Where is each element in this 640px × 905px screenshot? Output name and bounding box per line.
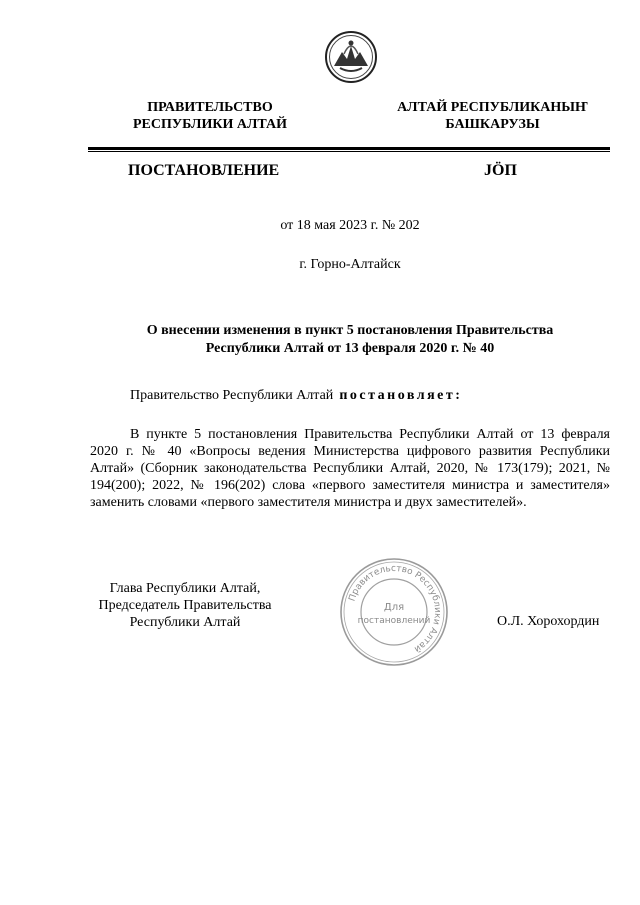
document-body [90, 426, 610, 511]
government-name-ru [110, 99, 310, 133]
header-right-line1: АЛТАЙ РЕСПУБЛИКАНЫҤ [397, 100, 588, 115]
official-stamp [338, 556, 450, 668]
government-name-alt [385, 99, 600, 133]
header-right-line2: БАШКАРУЗЫ [445, 117, 540, 132]
stamp-center-line2: постановлений [357, 616, 431, 626]
stamp-ring-text: Правительство Республики Алтай [347, 563, 443, 654]
document-date-number: от 18 мая 2023 г. № 202 [280, 218, 420, 233]
signatory-line2: Председатель Правительства [98, 598, 272, 613]
stamp-center-line1: Для [383, 602, 405, 613]
body-paragraph: В пункте 5 постановления Правительства Республики Алтай от 13 февраля 2020 г. № 40 «Вопросы ведения Министерства цифрового развития Республики Алтай» (Сборник законодательства Республики Алтай, 2020, № 173(179); 2021, № 194(200); 2022, № 196(202) слова «первого заместителя министра и заместителя» заменить словами «первого заместителя министра и двух заместителей». [90, 427, 610, 510]
document-subject [90, 322, 610, 358]
document-type-ru: ПОСТАНОВЛЕНИЕ [128, 162, 280, 179]
header-left-line1: ПРАВИТЕЛЬСТВО [147, 100, 273, 115]
document-type-alt: JӦП [484, 162, 517, 179]
decree-line [130, 388, 462, 404]
signatory-line1: Глава Республики Алтай, [109, 581, 261, 596]
subject-line2: Республики Алтай от 13 февраля 2020 г. № 40 [205, 341, 495, 356]
header-left-line2: РЕСПУБЛИКИ АЛТАЙ [132, 117, 288, 132]
header-divider-thick [88, 147, 610, 150]
header-divider-thin [88, 151, 610, 152]
document-city: г. Горно-Алтайск [299, 257, 401, 272]
signatory-title [95, 580, 275, 631]
subject-line1: О внесении изменения в пункт 5 постановления Правительства [146, 323, 554, 338]
decree-subject: Правительство Республики Алтай [130, 388, 334, 403]
coat-of-arms-icon [324, 30, 378, 84]
signatory-line3: Республики Алтай [129, 615, 241, 630]
decree-verb: постановляет: [339, 388, 463, 403]
signatory-name: О.Л. Хорохордин [497, 614, 600, 629]
